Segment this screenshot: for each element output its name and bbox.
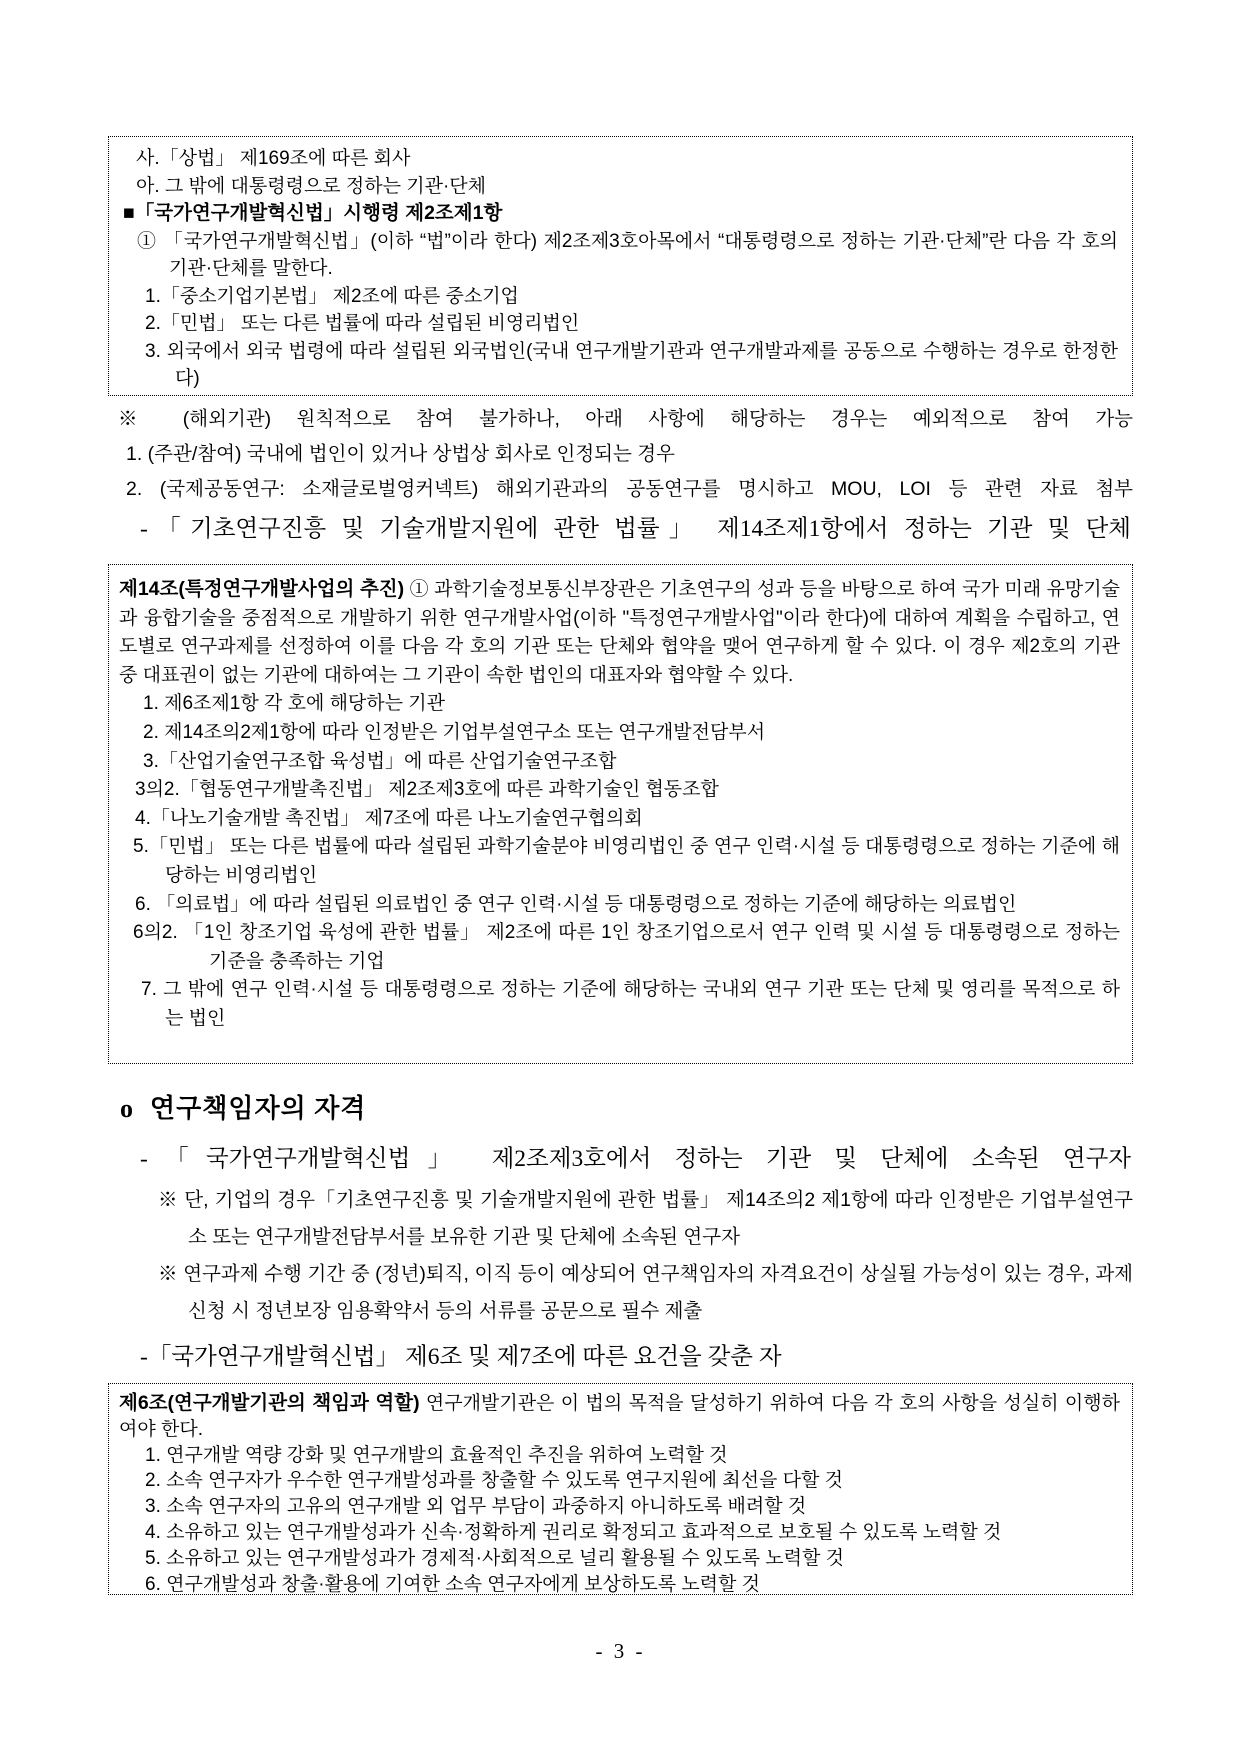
article14-intro [119,575,1120,690]
article14-title: 제14조(특정연구개발사업의 추진) [119,578,405,600]
note-item: 2. (국제공동연구: 소재글로벌영커넥트) 해외기관과의 공동연구를 명시하고 MOU, LOI 등 관련 자료 첨부 [126,478,1133,500]
list-item: 6. 「의료법」에 따라 설립된 의료법인 중 연구 인력·시설 등 대통령령으로 정하는 기준에 해당하는 의료법인 [135,893,1017,915]
list-item: 7. 그 밖에 연구 인력·시설 등 대통령령으로 정하는 기준에 해당하는 국내외 연구 기관 또는 단체 및 영리를 목적으로 하는 법인 [141,979,1120,1029]
section-heading-researcher-qualification [108,1090,1133,1128]
qualification-line-2: -「국가연구개발혁신법」 제6조 및 제7조에 따른 요건을 갖춘 자 [140,1344,782,1370]
law-line-sa: 사.「상법」 제169조에 따른 회사 [136,148,411,169]
law-subheading: ■「국가연구개발혁신법」시행령 제2조제1항 [123,202,503,224]
list-item: 6의2. 「1인 창조기업 육성에 관한 법률」 제2조에 따른 1인 창조기업으로서 연구 인력 및 시설 등 대통령령으로 정하는 기준을 충족하는 기업 [133,922,1120,972]
list-item: 6. 연구개발성과 창출·활용에 기여한 소속 연구자에게 보상하도록 노력할 것 [145,1573,761,1595]
qualification-line-1: -「국가연구개발혁신법」 제2조제3호에서 정하는 기관 및 단체에 소속된 연구자 [140,1146,1131,1172]
section-title: 연구책임자의 자격 [150,1094,367,1123]
reference-law-line: -「기초연구진흥 및 기술개발지원에 관한 법률」 제14조제1항에서 정하는 기관 및 단체 [140,516,1131,542]
law-excerpt-box-article14 [108,564,1133,1064]
list-item: 2.「민법」 또는 다른 법률에 따라 설립된 비영리법인 [145,313,580,334]
list-item: 4.「나노기술개발 촉진법」 제7조에 따른 나노기술연구협의회 [135,807,643,829]
note-item: 1. (주관/참여) 국내에 법인이 있거나 상법상 회사로 인정되는 경우 [126,443,675,465]
article6-title: 제6조(연구개발기관의 책임과 역할) [119,1392,420,1414]
list-item: 3의2.「협동연구개발촉진법」 제2조제3호에 따른 과학기술인 협동조합 [135,779,719,801]
law-line-ah: 아. 그 밖에 대통령령으로 정하는 기관·단체 [136,175,487,197]
law-excerpt-box-sihaengryeong [108,136,1133,396]
law-excerpt-box-article6 [108,1383,1133,1595]
article14-body: ① 과학기술정보통신부장관은 기초연구의 성과 등을 바탕으로 하여 국가 미래 유망기술과 융합기술을 중점적으로 개발하기 위한 연구개발사업(이하 "특정연구개발사업"이라 한다)에 대하여 계획을 수립하고, 연도별로 연구과제를 선정하여 이를 다음 각 호의 기관 또는 단체와 협약을 맺어 연구하게 할 수 있다. 이 경우 제2호의 기관 중 대표권이 없는 기관에 대하여는 그 기관이 속한 법인의 대표자와 협약할 수 있다. [119,579,1120,686]
note-item: ※ 연구과제 수행 기간 중 (정년)퇴직, 이직 등이 예상되어 연구책임자의 자격요건이 상실될 가능성이 있는 경우, 과제 신청 시 정년보장 임용확약서 등의 서류를 공문으로 필수 제출 [158,1263,1133,1322]
list-item: 1.「중소기업기본법」 제2조에 따른 중소기업 [145,285,519,307]
list-item: 3. 소속 연구자의 고유의 연구개발 외 업무 부담이 과중하지 아니하도록 배려할 것 [145,1496,807,1518]
list-item: 3. 외국에서 외국 법령에 따라 설립된 외국법인(국내 연구개발기관과 연구개발과제를 공동으로 수행하는 경우로 한정한다) [145,340,1118,389]
article6-body: 연구개발기관은 이 법의 목적을 달성하기 위하여 다음 각 호의 사항을 성실히 이행하여야 한다. [119,1393,1120,1440]
list-item: 3.「산업기술연구조합 육성법」에 따른 산업기술연구조합 [143,750,617,772]
note-item: ※ 단, 기업의 경우「기초연구진흥 및 기술개발지원에 관한 법률」 제14조의2 제1항에 따라 인정받은 기업부설연구소 또는 연구개발전담부서를 보유한 기관 및 단체에 소속된 연구자 [158,1189,1133,1248]
list-item: 5. 소유하고 있는 연구개발성과가 경제적·사회적으로 널리 활용될 수 있도록 노력할 것 [145,1547,844,1569]
list-item: 4. 소유하고 있는 연구개발성과가 신속·정확하게 권리로 확정되고 효과적으로 보호될 수 있도록 노력할 것 [145,1521,1002,1543]
note-overseas: ※ (해외기관) 원칙적으로 참여 불가하나, 아래 사항에 해당하는 경우는 예외적으로 참여 가능 [118,408,1133,430]
overseas-notes [108,402,1133,510]
section-bullet: o [120,1094,134,1123]
law-clause-1: ① 「국가연구개발혁신법」(이하 “법”이라 한다) 제2조제3호아목에서 “대통령령으로 정하는 기관·단체”란 다음 각 호의 기관·단체를 말한다. [137,230,1118,279]
qualification-notes [108,1182,1133,1332]
list-item: 5.「민법」 또는 다른 법률에 따라 설립된 과학기술분야 비영리법인 중 연구 인력·시설 등 대통령령으로 정하는 기준에 해당하는 비영리법인 [133,836,1120,886]
list-item: 2. 소속 연구자가 우수한 연구개발성과를 창출할 수 있도록 연구지원에 최선을 다할 것 [145,1470,843,1492]
list-item: 1. 제6조제1항 각 호에 해당하는 기관 [143,693,445,715]
article6-intro [119,1391,1120,1443]
list-item: 1. 연구개발 역량 강화 및 연구개발의 효율적인 추진을 위하여 노력할 것 [145,1444,728,1466]
list-item: 2. 제14조의2제1항에 따라 인정받은 기업부설연구소 또는 연구개발전담부서 [143,721,766,743]
page-number: - 3 - [595,1639,646,1663]
